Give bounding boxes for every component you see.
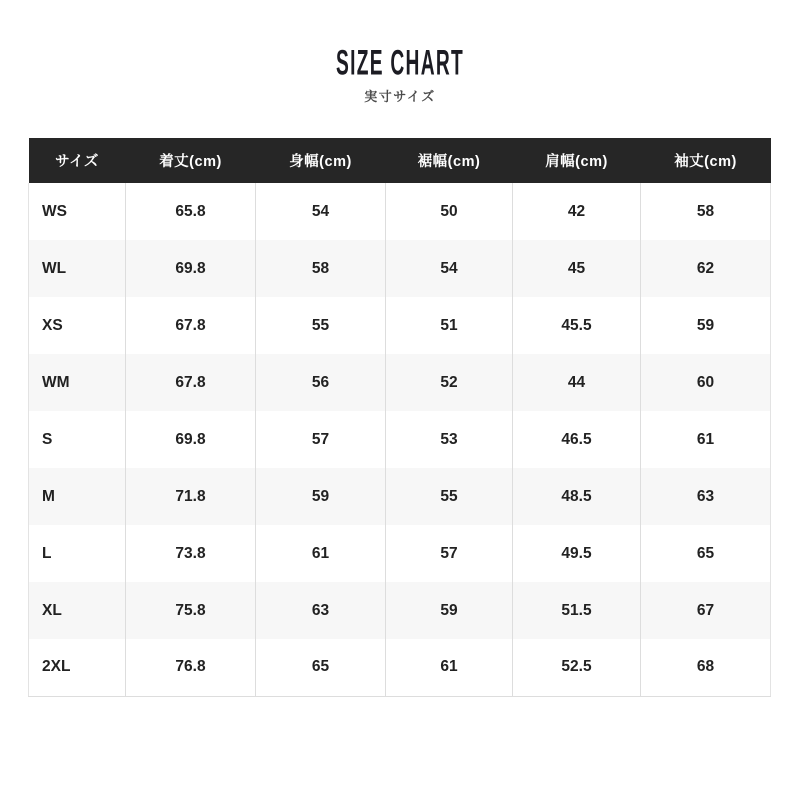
- value-cell: 57: [256, 411, 386, 468]
- value-cell: 61: [641, 411, 771, 468]
- value-cell: 57: [386, 525, 513, 582]
- value-cell: 55: [256, 297, 386, 354]
- value-cell: 73.8: [126, 525, 256, 582]
- column-header-shoulder-width: 肩幅(cm): [513, 138, 641, 183]
- table-row: [29, 411, 771, 468]
- table-row: [29, 468, 771, 525]
- value-cell: 58: [256, 240, 386, 297]
- size-table: [28, 138, 771, 697]
- size-cell: WS: [29, 183, 126, 240]
- value-cell: 62: [641, 240, 771, 297]
- size-cell: L: [29, 525, 126, 582]
- page-title: SIZE CHART: [336, 44, 464, 83]
- column-header-hem-width: 裾幅(cm): [386, 138, 513, 183]
- page-title-wrap: [0, 46, 800, 82]
- value-cell: 56: [256, 354, 386, 411]
- value-cell: 55: [386, 468, 513, 525]
- table-row: [29, 525, 771, 582]
- value-cell: 61: [386, 639, 513, 696]
- size-cell: WL: [29, 240, 126, 297]
- value-cell: 59: [256, 468, 386, 525]
- value-cell: 60: [641, 354, 771, 411]
- size-cell: M: [29, 468, 126, 525]
- column-header-size: サイズ: [29, 138, 126, 183]
- value-cell: 69.8: [126, 240, 256, 297]
- value-cell: 51.5: [513, 582, 641, 639]
- table-row: [29, 639, 771, 696]
- table-row: [29, 354, 771, 411]
- value-cell: 65: [641, 525, 771, 582]
- value-cell: 63: [641, 468, 771, 525]
- size-cell: WM: [29, 354, 126, 411]
- value-cell: 53: [386, 411, 513, 468]
- value-cell: 44: [513, 354, 641, 411]
- value-cell: 76.8: [126, 639, 256, 696]
- value-cell: 68: [641, 639, 771, 696]
- table-row: [29, 183, 771, 240]
- value-cell: 67: [641, 582, 771, 639]
- value-cell: 67.8: [126, 297, 256, 354]
- value-cell: 45.5: [513, 297, 641, 354]
- page-subtitle: 実寸サイズ: [364, 89, 436, 104]
- value-cell: 61: [256, 525, 386, 582]
- size-cell: XL: [29, 582, 126, 639]
- value-cell: 59: [641, 297, 771, 354]
- size-cell: XS: [29, 297, 126, 354]
- value-cell: 50: [386, 183, 513, 240]
- size-cell: S: [29, 411, 126, 468]
- value-cell: 71.8: [126, 468, 256, 525]
- value-cell: 59: [386, 582, 513, 639]
- table-row: [29, 240, 771, 297]
- value-cell: 58: [641, 183, 771, 240]
- value-cell: 46.5: [513, 411, 641, 468]
- value-cell: 45: [513, 240, 641, 297]
- value-cell: 48.5: [513, 468, 641, 525]
- value-cell: 69.8: [126, 411, 256, 468]
- value-cell: 67.8: [126, 354, 256, 411]
- value-cell: 49.5: [513, 525, 641, 582]
- value-cell: 54: [386, 240, 513, 297]
- column-header-sleeve-length: 袖丈(cm): [641, 138, 771, 183]
- value-cell: 65: [256, 639, 386, 696]
- value-cell: 52.5: [513, 639, 641, 696]
- value-cell: 63: [256, 582, 386, 639]
- value-cell: 54: [256, 183, 386, 240]
- table-row: [29, 297, 771, 354]
- value-cell: 51: [386, 297, 513, 354]
- value-cell: 52: [386, 354, 513, 411]
- value-cell: 65.8: [126, 183, 256, 240]
- table-row: [29, 582, 771, 639]
- value-cell: 75.8: [126, 582, 256, 639]
- table-header-row: [29, 138, 771, 183]
- column-header-body-length: 着丈(cm): [126, 138, 256, 183]
- size-cell: 2XL: [29, 639, 126, 696]
- value-cell: 42: [513, 183, 641, 240]
- column-header-body-width: 身幅(cm): [256, 138, 386, 183]
